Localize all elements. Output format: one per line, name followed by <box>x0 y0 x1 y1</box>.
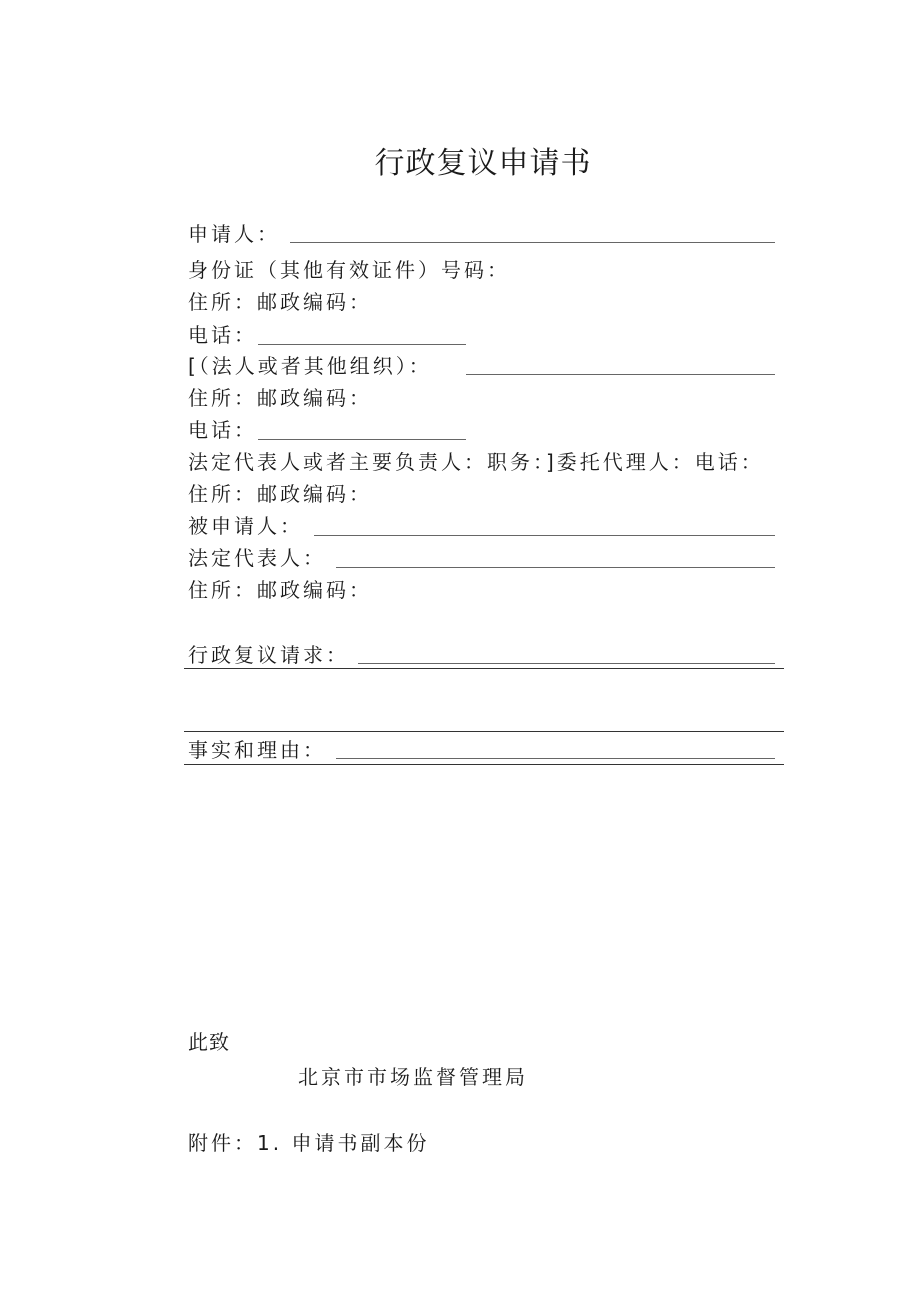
phone-label-1: 电话： <box>188 323 257 347</box>
org-label: [（法人或者其他组织）： <box>188 354 432 378</box>
request-rule-1 <box>184 668 784 669</box>
facts-blank[interactable] <box>336 758 775 759</box>
applicant-label: 申请人： <box>188 222 280 246</box>
request-rule-2[interactable] <box>184 731 784 732</box>
applicant-blank[interactable] <box>290 242 775 243</box>
org-blank[interactable] <box>466 374 775 375</box>
facts-rule <box>184 764 784 765</box>
legal-rep-line: 法定代表人或者主要负责人：职务：]委托代理人：电话： <box>188 450 764 474</box>
phone-blank-1[interactable] <box>258 344 466 345</box>
attachment-line: 附件：1. 申请书副本份 <box>188 1131 430 1155</box>
address-postcode-label-1: 住所：邮政编码： <box>188 290 372 314</box>
salutation: 此致 <box>188 1030 230 1054</box>
address-postcode-label-4: 住所：邮政编码： <box>188 578 372 602</box>
recipient: 北京市市场监督管理局 <box>298 1065 528 1089</box>
respondent-label: 被申请人： <box>188 514 303 538</box>
respondent-legal-rep-blank[interactable] <box>336 567 775 568</box>
respondent-blank[interactable] <box>314 535 775 536</box>
request-label: 行政复议请求： <box>188 643 349 667</box>
id-number-label: 身份证（其他有效证件）号码： <box>188 258 510 282</box>
facts-label: 事实和理由： <box>188 738 326 762</box>
phone-blank-2[interactable] <box>258 439 466 440</box>
document-title: 行政复议申请书 <box>374 146 592 181</box>
request-blank[interactable] <box>358 663 775 664</box>
phone-label-2: 电话： <box>188 418 257 442</box>
respondent-legal-rep-label: 法定代表人： <box>188 546 326 570</box>
address-postcode-label-3: 住所：邮政编码： <box>188 482 372 506</box>
address-postcode-label-2: 住所：邮政编码： <box>188 386 372 410</box>
